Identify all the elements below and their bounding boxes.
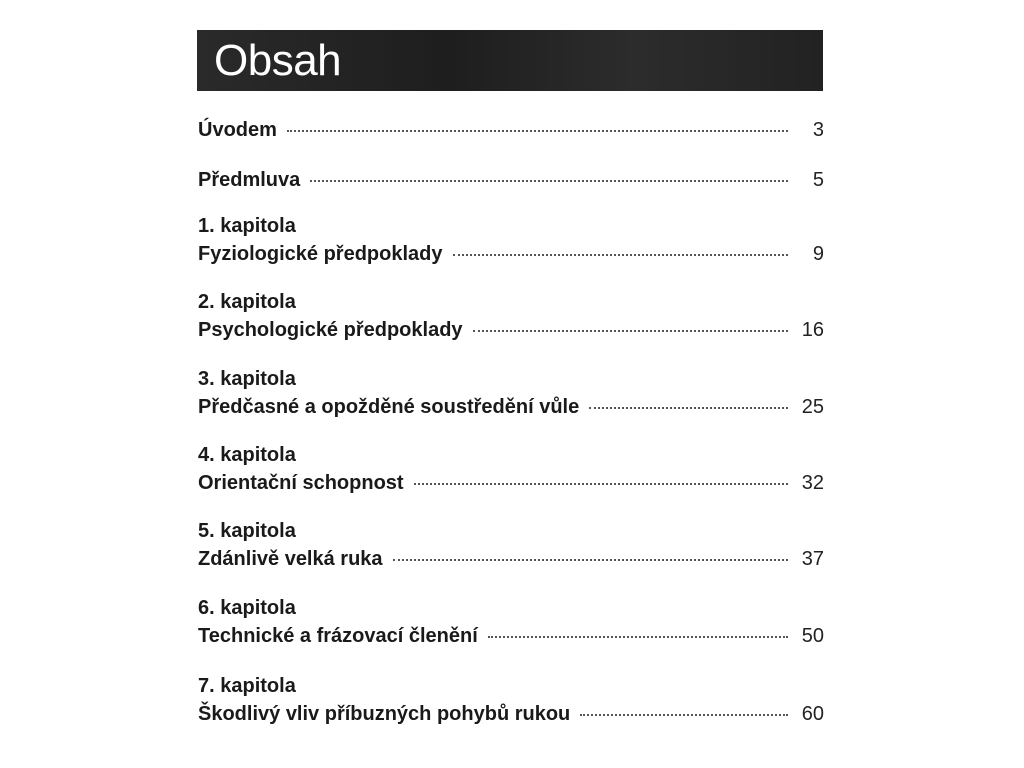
toc-page-number: 9 — [812, 243, 824, 265]
dot-leader — [393, 558, 788, 561]
toc-page-number: 50 — [801, 625, 824, 647]
toc-entry-title: Úvodem — [198, 119, 277, 141]
toc-page-number: 3 — [812, 119, 824, 141]
toc-entry-title: Zdánlivě velká ruka — [198, 548, 383, 570]
toc-entry-title: Technické a frázovací členění — [198, 625, 478, 647]
toc-page-number: 25 — [801, 396, 824, 418]
toc-line — [198, 395, 824, 419]
dot-leader — [414, 482, 788, 485]
toc-line — [198, 471, 824, 495]
toc-entry-title: Fyziologické předpoklady — [198, 243, 443, 265]
toc-line — [198, 242, 824, 266]
dot-leader — [473, 329, 788, 332]
toc-entry-title: Předmluva — [198, 169, 301, 191]
dot-leader — [310, 179, 788, 182]
toc-page-number: 16 — [801, 319, 824, 341]
toc-entry-title: Škodlivý vliv příbuzných pohybů rukou — [198, 703, 571, 725]
toc-line — [198, 168, 824, 192]
toc-line — [198, 318, 824, 342]
chapter-label: 4. kapitola — [198, 444, 296, 466]
dot-leader — [453, 253, 788, 256]
dot-leader — [287, 129, 788, 132]
toc-line — [198, 624, 824, 648]
chapter-label: 1. kapitola — [198, 215, 296, 237]
toc-page-number: 60 — [801, 703, 824, 725]
chapter-label: 5. kapitola — [198, 520, 296, 542]
toc-page-number: 37 — [801, 548, 824, 570]
chapter-label: 6. kapitola — [198, 597, 296, 619]
toc-entry-title: Předčasné a opožděné soustředění vůle — [198, 396, 580, 418]
header-bar — [197, 30, 823, 91]
toc-line — [198, 118, 824, 142]
dot-leader — [589, 406, 788, 409]
toc-line — [198, 547, 824, 571]
toc-entry-title: Psychologické předpoklady — [198, 319, 463, 341]
chapter-label: 3. kapitola — [198, 368, 296, 390]
dot-leader — [488, 635, 788, 638]
toc-page-number: 32 — [801, 472, 824, 494]
toc-entry-title: Orientační schopnost — [198, 472, 404, 494]
toc-page-number: 5 — [812, 169, 824, 191]
toc-line — [198, 702, 824, 726]
page-title: Obsah — [214, 36, 342, 85]
chapter-label: 2. kapitola — [198, 291, 296, 313]
dot-leader — [580, 713, 788, 716]
chapter-label: 7. kapitola — [198, 675, 296, 697]
